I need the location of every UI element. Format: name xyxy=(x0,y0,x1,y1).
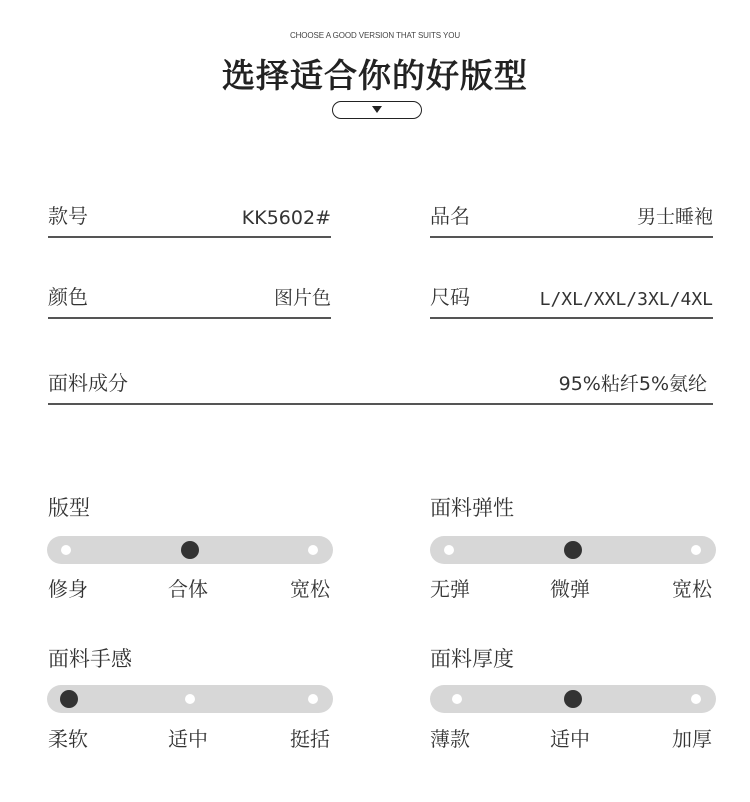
thickness-option-label: 薄款 xyxy=(430,727,470,751)
elasticity-option-label: 微弹 xyxy=(550,577,590,601)
fit-scale-dot xyxy=(61,545,71,555)
page-title: 选择适合你的好版型 xyxy=(222,56,528,95)
spec-fabric xyxy=(48,365,713,405)
spec-value: KK5602# xyxy=(241,207,331,229)
hand-feel-scale-track xyxy=(47,685,333,713)
elasticity-option-label: 宽松 xyxy=(672,577,712,601)
elasticity-option-label: 无弹 xyxy=(430,577,470,601)
thickness-scale-dot xyxy=(691,694,701,704)
fit-scale-dot xyxy=(181,541,199,559)
elasticity-scale-dot xyxy=(691,545,701,555)
elasticity-scale-track xyxy=(430,536,716,564)
spec-label: 面料成分 xyxy=(48,371,128,395)
spec-style-no xyxy=(48,198,331,238)
thickness-scale-dot xyxy=(564,690,582,708)
elasticity-scale-dot xyxy=(444,545,454,555)
triangle-down-icon xyxy=(372,106,382,113)
hand-feel-scale-dot xyxy=(185,694,195,704)
fit-scale-title: 版型 xyxy=(48,496,90,520)
spec-label: 品名 xyxy=(430,204,470,228)
hand-feel-option-label: 适中 xyxy=(168,727,208,751)
fit-option-label: 合体 xyxy=(168,577,208,601)
thickness-scale-title: 面料厚度 xyxy=(430,647,514,671)
spec-value: 图片色 xyxy=(273,287,331,309)
spec-label: 尺码 xyxy=(430,285,470,309)
fit-scale-dot xyxy=(308,545,318,555)
hand-feel-option-label: 挺括 xyxy=(290,727,330,751)
spec-value: L/XL/XXL/3XL/4XL xyxy=(539,289,713,310)
spec-size xyxy=(430,279,713,319)
elasticity-scale-title: 面料弹性 xyxy=(430,496,514,520)
scroll-down-indicator xyxy=(332,101,422,119)
fit-option-label: 修身 xyxy=(48,577,88,601)
thickness-scale-dot xyxy=(452,694,462,704)
spec-product-name xyxy=(430,198,713,238)
spec-value: 95%粘纤5%氨纶 xyxy=(558,373,707,395)
page-subtitle: CHOOSE A GOOD VERSION THAT SUITS YOU xyxy=(289,31,461,40)
hand-feel-scale-title: 面料手感 xyxy=(48,647,132,671)
hand-feel-scale-dot xyxy=(60,690,78,708)
fit-option-label: 宽松 xyxy=(290,577,330,601)
spec-color xyxy=(48,279,331,319)
hand-feel-option-label: 柔软 xyxy=(48,727,88,751)
hand-feel-scale-dot xyxy=(308,694,318,704)
thickness-option-label: 适中 xyxy=(550,727,590,751)
spec-label: 款号 xyxy=(48,204,88,228)
elasticity-scale-dot xyxy=(564,541,582,559)
spec-value: 男士睡袍 xyxy=(636,206,713,228)
thickness-option-label: 加厚 xyxy=(672,727,712,751)
fit-scale-track xyxy=(47,536,333,564)
thickness-scale-track xyxy=(430,685,716,713)
spec-label: 颜色 xyxy=(48,285,88,309)
